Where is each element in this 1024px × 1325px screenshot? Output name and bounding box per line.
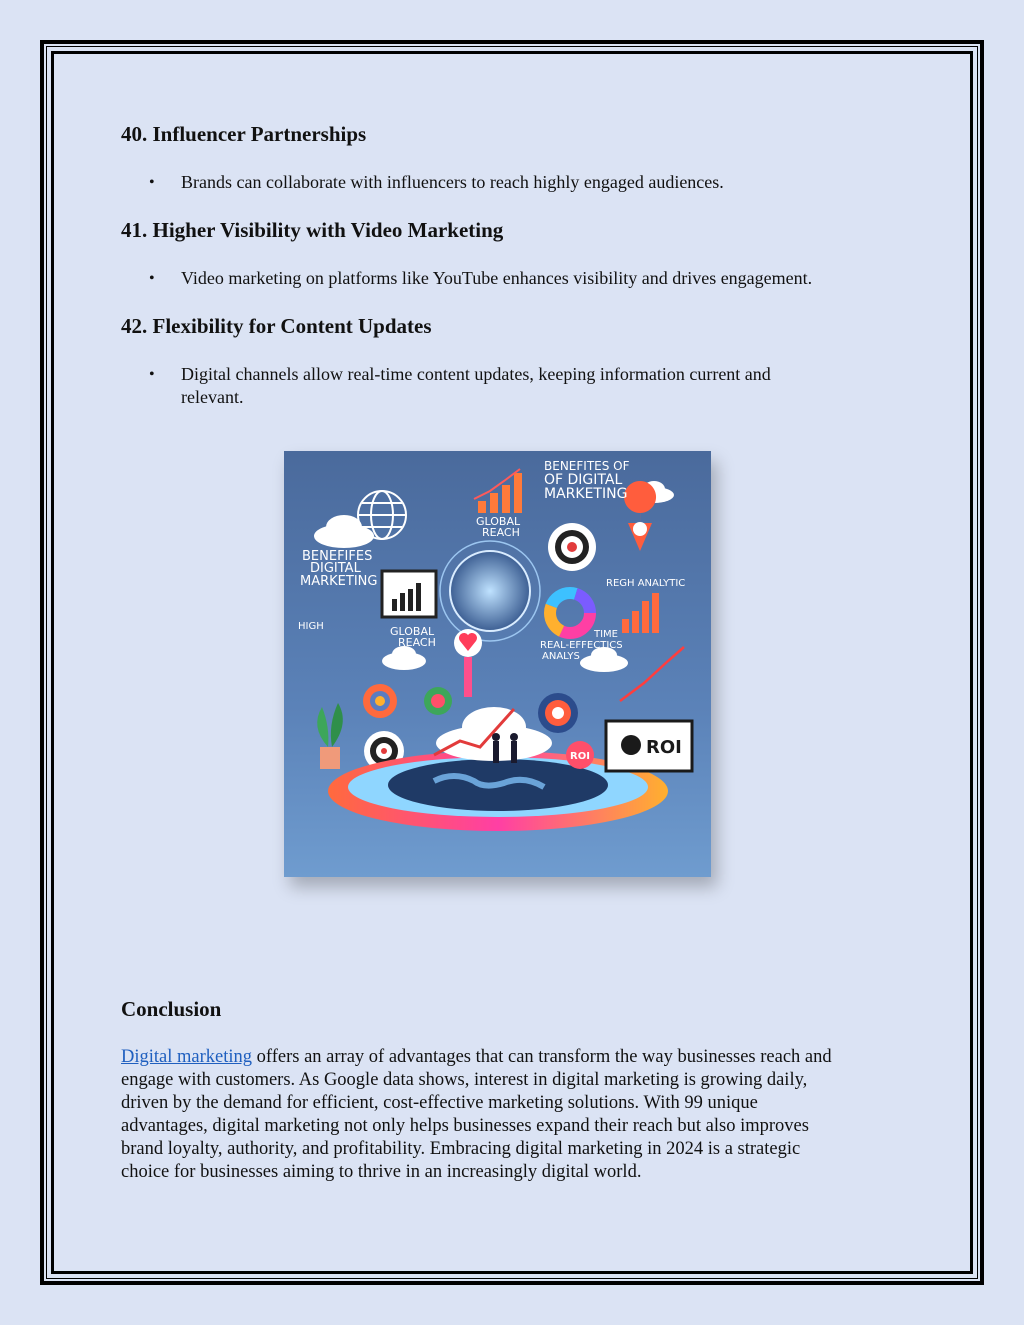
title-left-line1: BENEFIFES bbox=[302, 549, 373, 564]
roi-badge-label: ROI bbox=[570, 751, 590, 762]
digital-marketing-link[interactable]: Digital marketing bbox=[121, 1047, 253, 1067]
digital-marketing-illustration bbox=[284, 451, 711, 877]
target-icon bbox=[548, 523, 596, 571]
title-right-line1: BENEFITES OF bbox=[544, 459, 630, 473]
bullet-item: • Video marketing on platforms like YouTube enhances visibility and drives engagement. bbox=[149, 268, 813, 288]
real-effectics-line1: REAL-EFFECTICS bbox=[540, 640, 623, 651]
time-label: TIME bbox=[594, 629, 619, 640]
heading-influencer-partnerships: 40. Influencer Partnerships bbox=[121, 122, 367, 146]
high-label: HIGH bbox=[298, 621, 324, 632]
heading-video-marketing: 41. Higher Visibility with Video Marketing bbox=[121, 218, 504, 242]
title-right-line3: MARKETING bbox=[544, 486, 628, 502]
real-effectics-line2: ANALYS bbox=[542, 651, 580, 662]
gear-icon bbox=[363, 684, 397, 718]
heading-conclusion: Conclusion bbox=[121, 997, 222, 1021]
gear-icon bbox=[538, 693, 578, 733]
global-reach-top-line2: REACH bbox=[482, 526, 520, 539]
roi-screen-label: ROI bbox=[646, 737, 682, 758]
title-left-line3: MARKETING bbox=[300, 574, 378, 589]
global-reach-top-line1: GLOBAL bbox=[476, 515, 521, 528]
central-globe-icon bbox=[450, 551, 530, 631]
bullet-dot: • bbox=[149, 174, 155, 191]
high-analytic-label: REGH ANALYTIC bbox=[606, 578, 686, 589]
gear-icon bbox=[424, 687, 452, 715]
bullet-dot: • bbox=[149, 366, 155, 383]
bullet-dot: • bbox=[149, 270, 155, 287]
bullet-item: • Digital channels allow real-time content updates, keeping information current and relevant. bbox=[149, 364, 771, 407]
title-left-line2: DIGITAL bbox=[310, 561, 361, 576]
global-reach-mid-line2: REACH bbox=[398, 636, 436, 649]
conclusion-paragraph: Digital marketing offers an array of advantages that can transform the way businesses reach and engage with customers. As Google data shows, interest in digital marketing is growing daily, driven by the demand for efficient, cost-effective marketing solutions. With 99 unique advantages, digital marketing not only helps businesses expand their reach but also improves brand loyalty, authority, and profitability. Embracing digital marketing in 2024 is a strategic choice for businesses aiming to thrive in an increasingly digital world. bbox=[121, 1047, 832, 1182]
global-reach-mid-line1: GLOBAL bbox=[390, 625, 435, 638]
bullet-item: • Brands can collaborate with influencers to reach highly engaged audiences. bbox=[149, 172, 724, 192]
title-right-line2: OF DIGITAL bbox=[544, 472, 623, 488]
heading-content-updates: 42. Flexibility for Content Updates bbox=[121, 314, 432, 338]
